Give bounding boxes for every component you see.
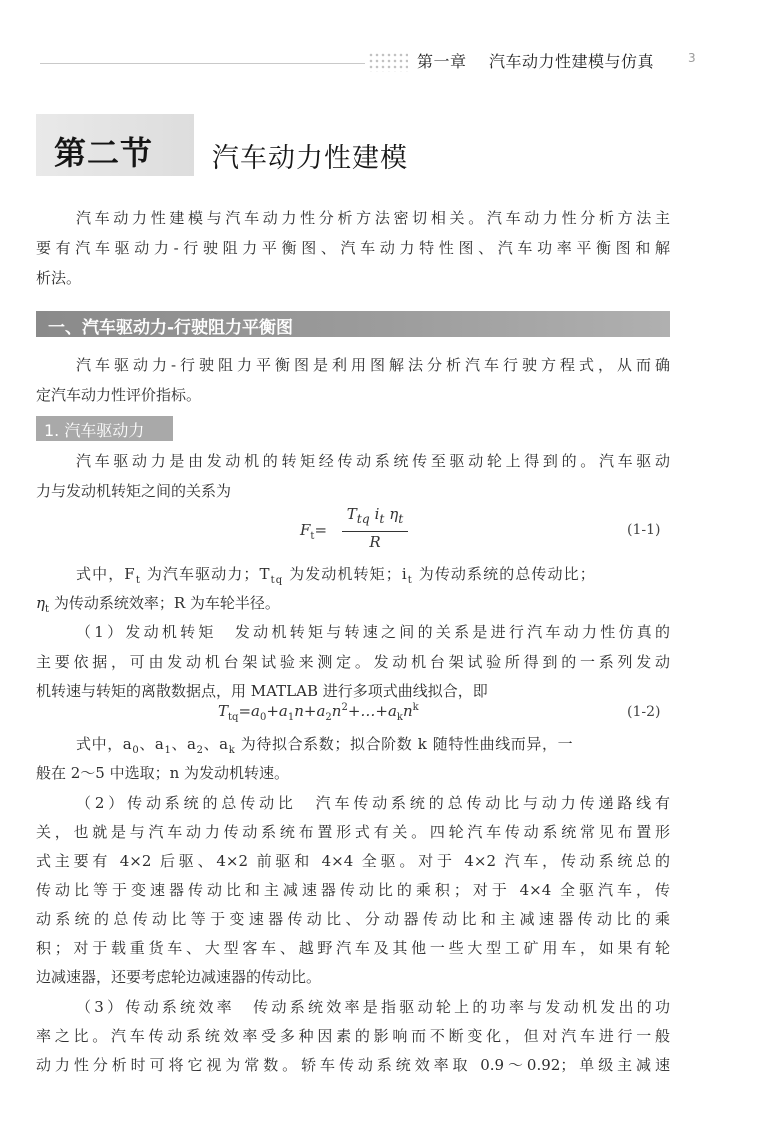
header-chapter-title: 汽车动力性建模与仿真 bbox=[489, 52, 655, 71]
total-ratio-line-1: （2）传动系统的总传动比 汽车传动系统的总传动比与动力传递路线有 bbox=[76, 794, 670, 812]
intro-line-3: 析法。 bbox=[36, 269, 82, 287]
equation-1-1: $F_t=$ $T_{tq}$ $i_t$ $\eta_t$ R bbox=[300, 505, 410, 553]
equation2-where-line-1: 式中，$a_0$、$a_1$、$a_2$、$a_k$ 为待拟合系数；拟合阶数 k 随特性曲线而异，一 bbox=[76, 735, 574, 756]
engine-torque-line-1: （1）发动机转矩 发动机转矩与转速之间的关系是进行汽车动力性仿真的 bbox=[76, 623, 670, 641]
efficiency-line-2: 率之比。汽车传动系统效率受多种因素的影响而不断变化，但对汽车进行一般 bbox=[36, 1027, 670, 1045]
total-ratio-line-2: 关，也就是与汽车动力传动系统布置形式有关。四轮汽车传动系统常见布置形 bbox=[36, 823, 670, 841]
driving-force-line-2: 力与发动机转矩之间的关系为 bbox=[36, 482, 232, 500]
total-ratio-line-4: 传动比等于变速器传动比和主减速器传动比的乘积；对于 4×4 全驱汽车，传 bbox=[36, 881, 670, 899]
header-chapter: 第一章 bbox=[417, 52, 467, 71]
section-number: 第二节 bbox=[54, 134, 154, 172]
header-dot-ornament bbox=[368, 52, 408, 72]
equation1-where-line-1: 式中，$F_t$ 为汽车驱动力；$T_{tq}$ 为发动机转矩；$i_t$ 为传动系统的总传动比； bbox=[76, 565, 596, 586]
page-number: 3 bbox=[688, 51, 696, 65]
subsection-line-2: 定汽车动力性评价指标。 bbox=[36, 386, 202, 404]
header-rule bbox=[40, 63, 365, 64]
equation-number-1-1: (1-1) bbox=[627, 522, 661, 538]
engine-torque-line-3: 机转速与转矩的离散数据点，用 MATLAB 进行多项式曲线拟合，即 bbox=[36, 682, 488, 700]
equation-1-2: $T_{tq}=a_0+a_1n+a_2n^2+\dots+a_kn^k$ bbox=[218, 702, 419, 723]
efficiency-line-1: （3）传动系统效率 传动系统效率是指驱动轮上的功率与发动机发出的功 bbox=[76, 998, 670, 1016]
equation1-where-line-2: $\eta_t$ 为传动系统效率；R 为车轮半径。 bbox=[36, 594, 280, 615]
intro-line-2: 要有汽车驱动力-行驶阻力平衡图、汽车动力特性图、汽车功率平衡图和解 bbox=[36, 239, 670, 257]
total-ratio-line-6: 积；对于载重货车、大型客车、越野汽车及其他一些大型工矿用车，如果有轮 bbox=[36, 939, 670, 957]
efficiency-line-3: 动力性分析时可将它视为常数。轿车传动系统效率取 0.9～0.92；单级主减速 bbox=[36, 1056, 670, 1074]
intro-line-1: 汽车动力性建模与汽车动力性分析方法密切相关。汽车动力性分析方法主 bbox=[76, 209, 670, 227]
equation2-where-line-2: 般在 2～5 中选取；n 为发动机转速。 bbox=[36, 764, 290, 782]
subsubsection-title: 1. 汽车驱动力 bbox=[44, 421, 145, 440]
section-title: 汽车动力性建模 bbox=[212, 143, 408, 174]
fraction-bar bbox=[342, 531, 408, 532]
total-ratio-line-7: 边减速器，还要考虑轮边减速器的传动比。 bbox=[36, 968, 322, 986]
driving-force-line-1: 汽车驱动力是由发动机的转矩经传动系统传至驱动轮上得到的。汽车驱动 bbox=[76, 452, 670, 470]
equation-number-1-2: (1-2) bbox=[627, 704, 661, 720]
engine-torque-line-2: 主要依据，可由发动机台架试验来测定。发动机台架试验所得到的一系列发动 bbox=[36, 653, 670, 671]
subsection-title: 一、汽车驱动力-行驶阻力平衡图 bbox=[48, 318, 294, 338]
subsection-line-1: 汽车驱动力-行驶阻力平衡图是利用图解法分析汽车行驶方程式，从而确 bbox=[76, 356, 670, 374]
total-ratio-line-3: 式主要有 4×2 后驱、4×2 前驱和 4×4 全驱。对于 4×2 汽车，传动系统总的 bbox=[36, 852, 670, 870]
total-ratio-line-5: 动系统的总传动比等于变速器传动比、分动器传动比和主减速器传动比的乘 bbox=[36, 910, 670, 928]
